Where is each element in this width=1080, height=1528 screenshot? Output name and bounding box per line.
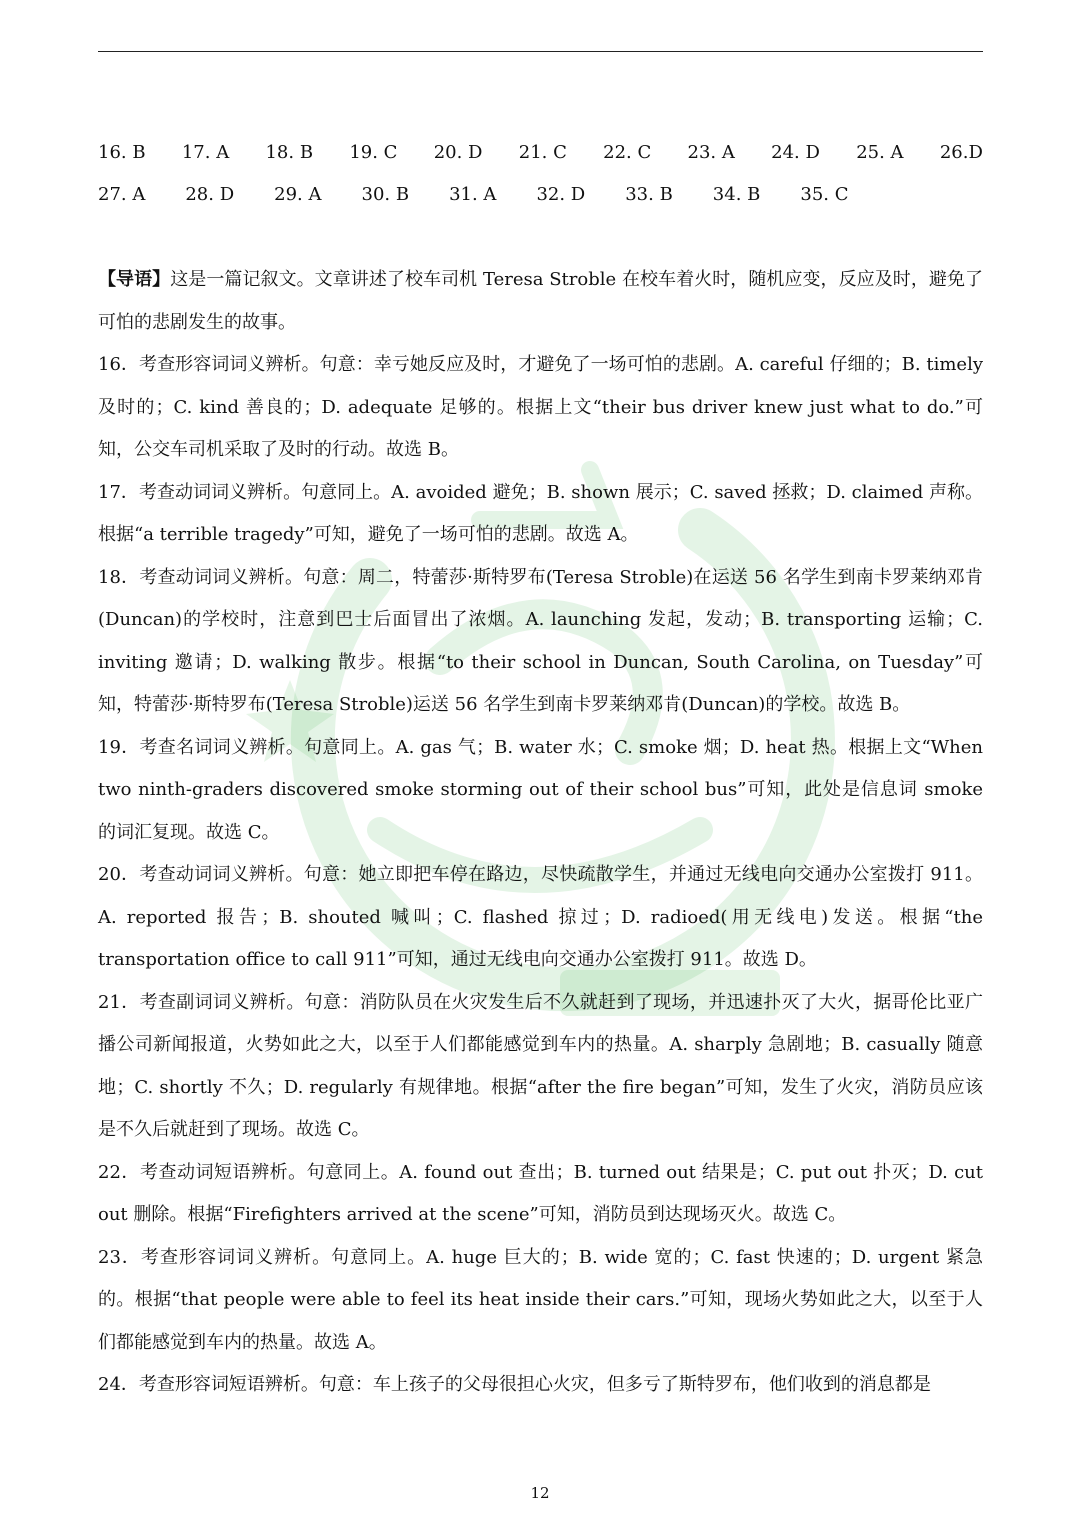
explanation-18: 18．考查动词词义辨析。句意：周二，特蕾莎·斯特罗布(Teresa Stroble)在运送 56 名学生到南卡罗莱纳邓肯(Duncan)的学校时，注意到巴士后面冒出了浓烟。A. launching 发起，发动；B. transporting 运输；C. inviting 邀请；D. walking 散步。根据“to their school in Duncan, South Carolina, on Tuesday”可知，特蕾莎·斯特罗布(Teresa Stroble)运送 56 名学生到南卡罗莱纳邓肯(Duncan)的学校。故选 B。: [98, 566, 983, 715]
explanation-19: 19．考查名词词义辨析。句意同上。A. gas 气；B. water 水；C. smoke 烟；D. heat 热。根据上文“When two ninth-graders discovered smoke storming out of their school bus”可知，此处是信息词 smoke 的词汇复现。故选 C。: [98, 736, 983, 843]
answer-item: 27. A: [98, 184, 146, 205]
answer-item: 24. D: [771, 142, 820, 163]
answer-item: 21. C: [518, 142, 567, 163]
explanation-17: 17．考查动词词义辨析。句意同上。A. avoided 避免；B. shown 展示；C. saved 拯救；D. claimed 声称。根据“a terrible tragedy”可知，避免了一场可怕的悲剧。故选 A。: [98, 481, 983, 545]
answer-row-1: [98, 137, 983, 179]
answer-item: 18. B: [265, 142, 314, 163]
intro-label: 【导语】: [98, 269, 171, 290]
explanation-16: 16．考查形容词词义辨析。句意：幸亏她反应及时，才避免了一场可怕的悲剧。A. careful 仔细的；B. timely 及时的；C. kind 善良的；D. adequate 足够的。根据上文“their bus driver knew just what to do.”可知，公交车司机采取了及时的行动。故选 B。: [98, 354, 983, 460]
explanation-22: 22．考查动词短语辨析。句意同上。A. found out 查出；B. turned out 结果是；C. put out 扑灭；D. cut out 删除。根据“Firefighters arrived at the scene”可知，消防员到达现场灭火。故选 C。: [98, 1161, 983, 1225]
answer-item: 23. A: [687, 142, 735, 163]
answer-item: 34. B: [712, 184, 761, 205]
answer-item: 16. B: [98, 142, 146, 163]
answer-item: 33. B: [625, 184, 673, 205]
explanation-20: 20．考查动词词义辨析。句意：她立即把车停在路边，尽快疏散学生，并通过无线电向交通办公室拨打 911。A. reported 报告；B. shouted 喊叫；C. flashed 掠过；D. radioed(用无线电)发送。根据“the transportation office to call 911”可知，通过无线电向交通办公室拨打 911。故选 D。: [98, 864, 983, 970]
explanation-21: 21．考查副词词义辨析。句意：消防队员在火灾发生后不久就赶到了现场，并迅速扑灭了大火，据哥伦比亚广播公司新闻报道，火势如此之大，以至于人们都能感觉到车内的热量。A. sharply 急剧地；B. casually 随意地；C. shortly 不久；D. regularly 有规律地。根据“after the fire began”可知，发生了火灾，消防员应该是不久后就赶到了现场。故选 C。: [98, 991, 983, 1140]
answer-item: 29. A: [274, 184, 322, 205]
answer-item: 17. A: [181, 142, 230, 163]
answer-item: 26.D: [939, 142, 983, 163]
answer-item: 22. C: [603, 142, 652, 163]
answer-item: 30. B: [361, 184, 410, 205]
explanation-23: 23．考查形容词词义辨析。句意同上。A. huge 巨大的；B. wide 宽的；C. fast 快速的；D. urgent 紧急的。根据“that people were able to feel its heat inside their cars.”可知，现场火势如此之大，以至于人们都能感觉到车内的热量。故选 A。: [98, 1246, 983, 1353]
intro-paragraph: [98, 259, 983, 344]
explanation-24: 24．考查形容词短语辨析。句意：车上孩子的父母很担心火灾，但多亏了斯特罗布，他们收到的消息都是: [98, 1374, 931, 1395]
answer-item: 31. A: [449, 184, 497, 205]
answer-item: 25. A: [856, 142, 904, 163]
answer-item: 35. C: [800, 184, 849, 205]
answer-item: 19. C: [349, 142, 398, 163]
intro-text: 这是一篇记叙文。文章讲述了校车司机 Teresa Stroble 在校车着火时，随机应变，反应及时，避免了可怕的悲剧发生的故事。: [98, 269, 984, 333]
answer-key: [98, 137, 983, 221]
explanation-body: [98, 259, 983, 1407]
answer-item: 32. D: [536, 184, 586, 205]
answer-item: 20. D: [433, 142, 483, 163]
header-rule: [98, 51, 983, 52]
page-number: 12: [530, 1484, 550, 1502]
answer-row-2: [98, 179, 983, 221]
answer-item: 28. D: [185, 184, 235, 205]
